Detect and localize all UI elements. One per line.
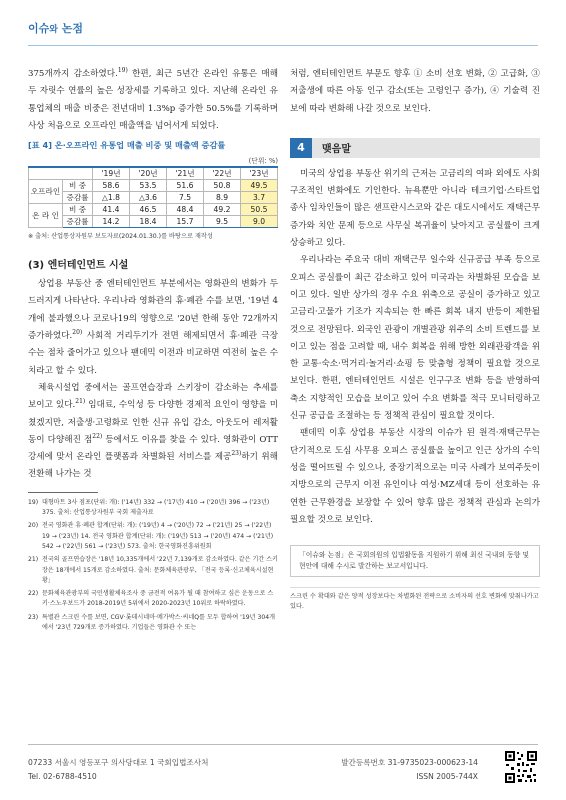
table-cell: 46.5	[130, 204, 167, 216]
section-4-heading	[290, 138, 540, 158]
publication-note-box: 「이슈와 논점」은 국회의원의 입법활동을 지원하기 위해 최신 국내외 동향 및 현안에 대해 수시로 발간하는 보고서입니다.	[290, 545, 540, 577]
table-cell-highlight: 49.5	[241, 180, 278, 192]
footnote: 19) 대형마트 3사 점포(단위: 개): ('14년) 332 → ('17년) 410 → ('20년) 396 → ('23년) 375. 출처: 산업통상자원부 국회 제출자료	[28, 498, 270, 517]
left-column	[28, 66, 278, 636]
table-row	[29, 204, 278, 216]
footnote-continuation: 스크린 수 확대와 같은 양적 성장보다는 차별화된 전략으로 소비자의 선호 변화에 맞춰나가고 있다.	[290, 587, 540, 613]
header-divider	[28, 45, 538, 46]
footnote-divider	[28, 492, 98, 493]
table-cell-highlight: 50.5	[241, 204, 278, 216]
row-sub-label: 비 중	[63, 204, 93, 216]
section-3-paragraph-1: 상업용 부동산 중 엔터테인먼트 부분에서는 영화관의 변화가 두드러지게 나타난다. 우리나라 영화관의 휴·폐관 수를 보면, '19년 4개에 불과했으나 코로나19의 영향으로 '20년 한해 동안 72개까지 증가하였다.$^{20)}$ 사회적 거리두기가 전면 해제되면서 휴·폐관 극장 수는 점차 줄어가고 있으나 팬데믹 이전과 비교하면 여전히 높은 수치라고 할 수 있다.	[28, 279, 278, 376]
table-cell-highlight: 3.7	[241, 192, 278, 204]
table-cell: △1.8	[93, 192, 130, 204]
qr-code-icon[interactable]	[504, 750, 538, 784]
table-cell: △3.6	[130, 192, 167, 204]
conclusion-paragraph-1: 미국의 상업용 부동산 위기의 근저는 고금리의 여파 외에도 사회구조적인 변화에도 기인한다. 뉴욕뿐만 아니라 테크기업·스타트업 종사 임차인들이 많은 샌프란시스코와 같은 대도시에서도 재택근무 증가와 치안 문제 등으로 사무실 복귀율이 낮아지고 공실률이 크게 상승하고 있다.	[290, 168, 540, 249]
footer-divider	[28, 744, 538, 745]
table-header: '22년	[204, 167, 241, 180]
row-group-label: 오프라인	[29, 180, 63, 204]
table-row	[29, 180, 278, 192]
table-source: ※ 출처: 산업통상자원부 보도자료(2024.01.30.)를 바탕으로 재작성	[28, 233, 213, 241]
table-cell: 48.4	[167, 204, 204, 216]
footnote: 22) 문화체육관광부의 국민생활체육조사 중 금전적 여유가 될 때 참여하고 싶은 운동으로 스키·스노우보드가 2018-2019년 5위에서 2020-2023년 10위로 하락하였다.	[28, 590, 274, 608]
table-header-blank	[29, 167, 93, 180]
section-3-paragraph-2: 체육시설업 중에서는 골프연습장과 스키장이 감소하는 추세를 보이고 있다.$^{21)}$ 임대료, 수익성 등 다양한 경제적 요인이 영향을 미쳤겠지만, 저출생·고령화로 인한 신규 유입 감소, 아웃도어 레저활동이 다양해진 점$^{22)}$ 등에서도 이유를 찾을 수 있다. 영화관이 OTT 강세에 맞서 온라인 플랫폼과 차별화된 서비스를 제공$^{23)}$하기 위해 전환해 나가는 것	[28, 382, 278, 480]
table-cell: 8.9	[204, 192, 241, 204]
section-3-heading: (3) 엔터테인먼트 시설	[28, 260, 129, 272]
table-cell: 51.6	[167, 180, 204, 192]
table-cell: 7.5	[167, 192, 204, 204]
section-title: 맺음말	[322, 144, 351, 156]
table-cell: 49.2	[204, 204, 241, 216]
table-cell: 15.7	[167, 216, 204, 228]
page-footer	[28, 744, 538, 794]
intro-paragraph: 375개까지 감소하였다.$^{19)}$ 한편, 최근 5년간 온라인 유통은 매해 두 자릿수 연률의 높은 성장세를 기록하고 있다. 지난해 온라인 유통업체의 매출 비중은 전년대비 1.3%p 증가한 50.5%를 기록하며 사상 처음으로 오프라인 매출액을 넘어서게 되었다.	[28, 67, 279, 131]
table-header: '23년	[241, 167, 278, 180]
footnote: 21) 전국의 골프연습장은 '18년 10,335개에서 '22년 7,139개로 감소하였다. 같은 기간 스키장은 18개에서 15개로 감소하였다. 출처: 문화체육관광부, 「전국 등록·신고체육시설현황」	[28, 556, 278, 584]
table-cell: 9.5	[204, 216, 241, 228]
table-cell: 53.5	[130, 180, 167, 192]
row-sub-label: 증감률	[63, 192, 93, 204]
table-row	[29, 216, 278, 228]
table-title: [표 4] 온·오프라인 유통업 매출 비중 및 매출액 증감률	[28, 140, 226, 151]
table-cell: 58.6	[93, 180, 130, 192]
footer-address: 07233 서울시 영등포구 의사당대로 1 국회입법조사처 Tel. 02-6788-4510	[28, 758, 209, 781]
continuation-paragraph: 처럼, 엔터테인먼트 부문도 향후 ① 소비 선호 변화, ② 고급화, ③ 저출생에 따른 아동 인구 감소(또는 고령인구 증가), ④ 기술력 진보에 따라 변화해 나갈 것으로 보인다.	[290, 69, 540, 114]
table-unit: (단위: %)	[248, 157, 278, 166]
publication-brand: 이슈와 논점	[28, 22, 84, 35]
row-group-label: 온 라 인	[29, 204, 63, 228]
table-header: '21년	[167, 167, 204, 180]
table-row	[29, 192, 278, 204]
footnote: 23) 특별관 스크린 수를 보면, CGV·롯데시네마·메가박스·씨네Q를 모두 합하여 '19년 304개에서 '23년 729개로 증가하였다. 기업들은 영화관 수 또는	[28, 613, 275, 632]
sales-share-table	[28, 166, 278, 228]
page-header	[0, 0, 566, 52]
footnote: 20) 전국 영화관 휴·폐관 합계(단위: 개): ('19년) 4 → ('20년) 72 → ('21년) 25 → ('22년) 19 → ('23년) 14. 전국 영화관 합계(단위: 개): ('19년) 513 → ('20년) 474 → ('21년) 542 → ('22년) 561 → ('23년) 573. 출처: 한국영화진흥위원회	[28, 522, 274, 550]
table-cell: 14.2	[93, 216, 130, 228]
footer-codes: 발간등록번호 31-9735023-000623-14 ISSN 2005-744X	[341, 758, 478, 781]
table-cell-highlight: 9.0	[241, 216, 278, 228]
table-cell: 50.8	[204, 180, 241, 192]
table-header: '19년	[93, 167, 130, 180]
table-cell: 41.4	[93, 204, 130, 216]
conclusion-paragraph-3: 팬데믹 이후 상업용 부동산 시장의 이슈가 된 원격·재택근무는 단기적으로 도심 사무용 오피스 공실률을 높이고 인근 상가의 수익성을 떨어뜨릴 수 있으나, 중장기적으로는 미국 사례가 보여주듯이 지방으로의 근무지 이전 유인이나 여성·MZ세대 등이 선호하는 유연한 근무환경을 보장할 수 있어 향후 많은 정책적 관심과 논의가 필요할 것으로 보인다.	[290, 428, 540, 525]
conclusion-paragraph-2: 우리나라는 주요국 대비 재택근무 일수와 신규공급 부족 등으로 오피스 공실률이 최근 감소하고 있어 미국과는 차별화된 모습을 보이고 있다. 일반 상가의 경우 수요 위축으로 공실이 증가하고 있고 고금리·고물가 기조가 지속되는 한 빠른 회복 내지 반등이 제한될 것으로 전망된다. 외국인 관광이 개별관광 위주의 소비 트렌드를 보이고 있는 점을 고려할 때, 내수 회복을 위해 방한 외래관광객을 위한 교통·숙소·먹거리·놀거리·쇼핑 등 맞춤형 정책이 필요할 것으로 보인다. 한편, 엔터테인먼트 시설은 인구구조 변화 등을 반영하여 축소 지향적인 모습을 보이고 있어 수요 변화를 적극 모니터링하고 신규 공급을 조절하는 등 정책적 관심이 필요할 것이다.	[290, 255, 540, 422]
row-sub-label: 비 중	[63, 180, 93, 192]
right-column	[290, 66, 540, 613]
table-cell: 18.4	[130, 216, 167, 228]
row-sub-label: 증감률	[63, 216, 93, 228]
section-number: 4	[290, 138, 312, 158]
table-header: '20년	[130, 167, 167, 180]
